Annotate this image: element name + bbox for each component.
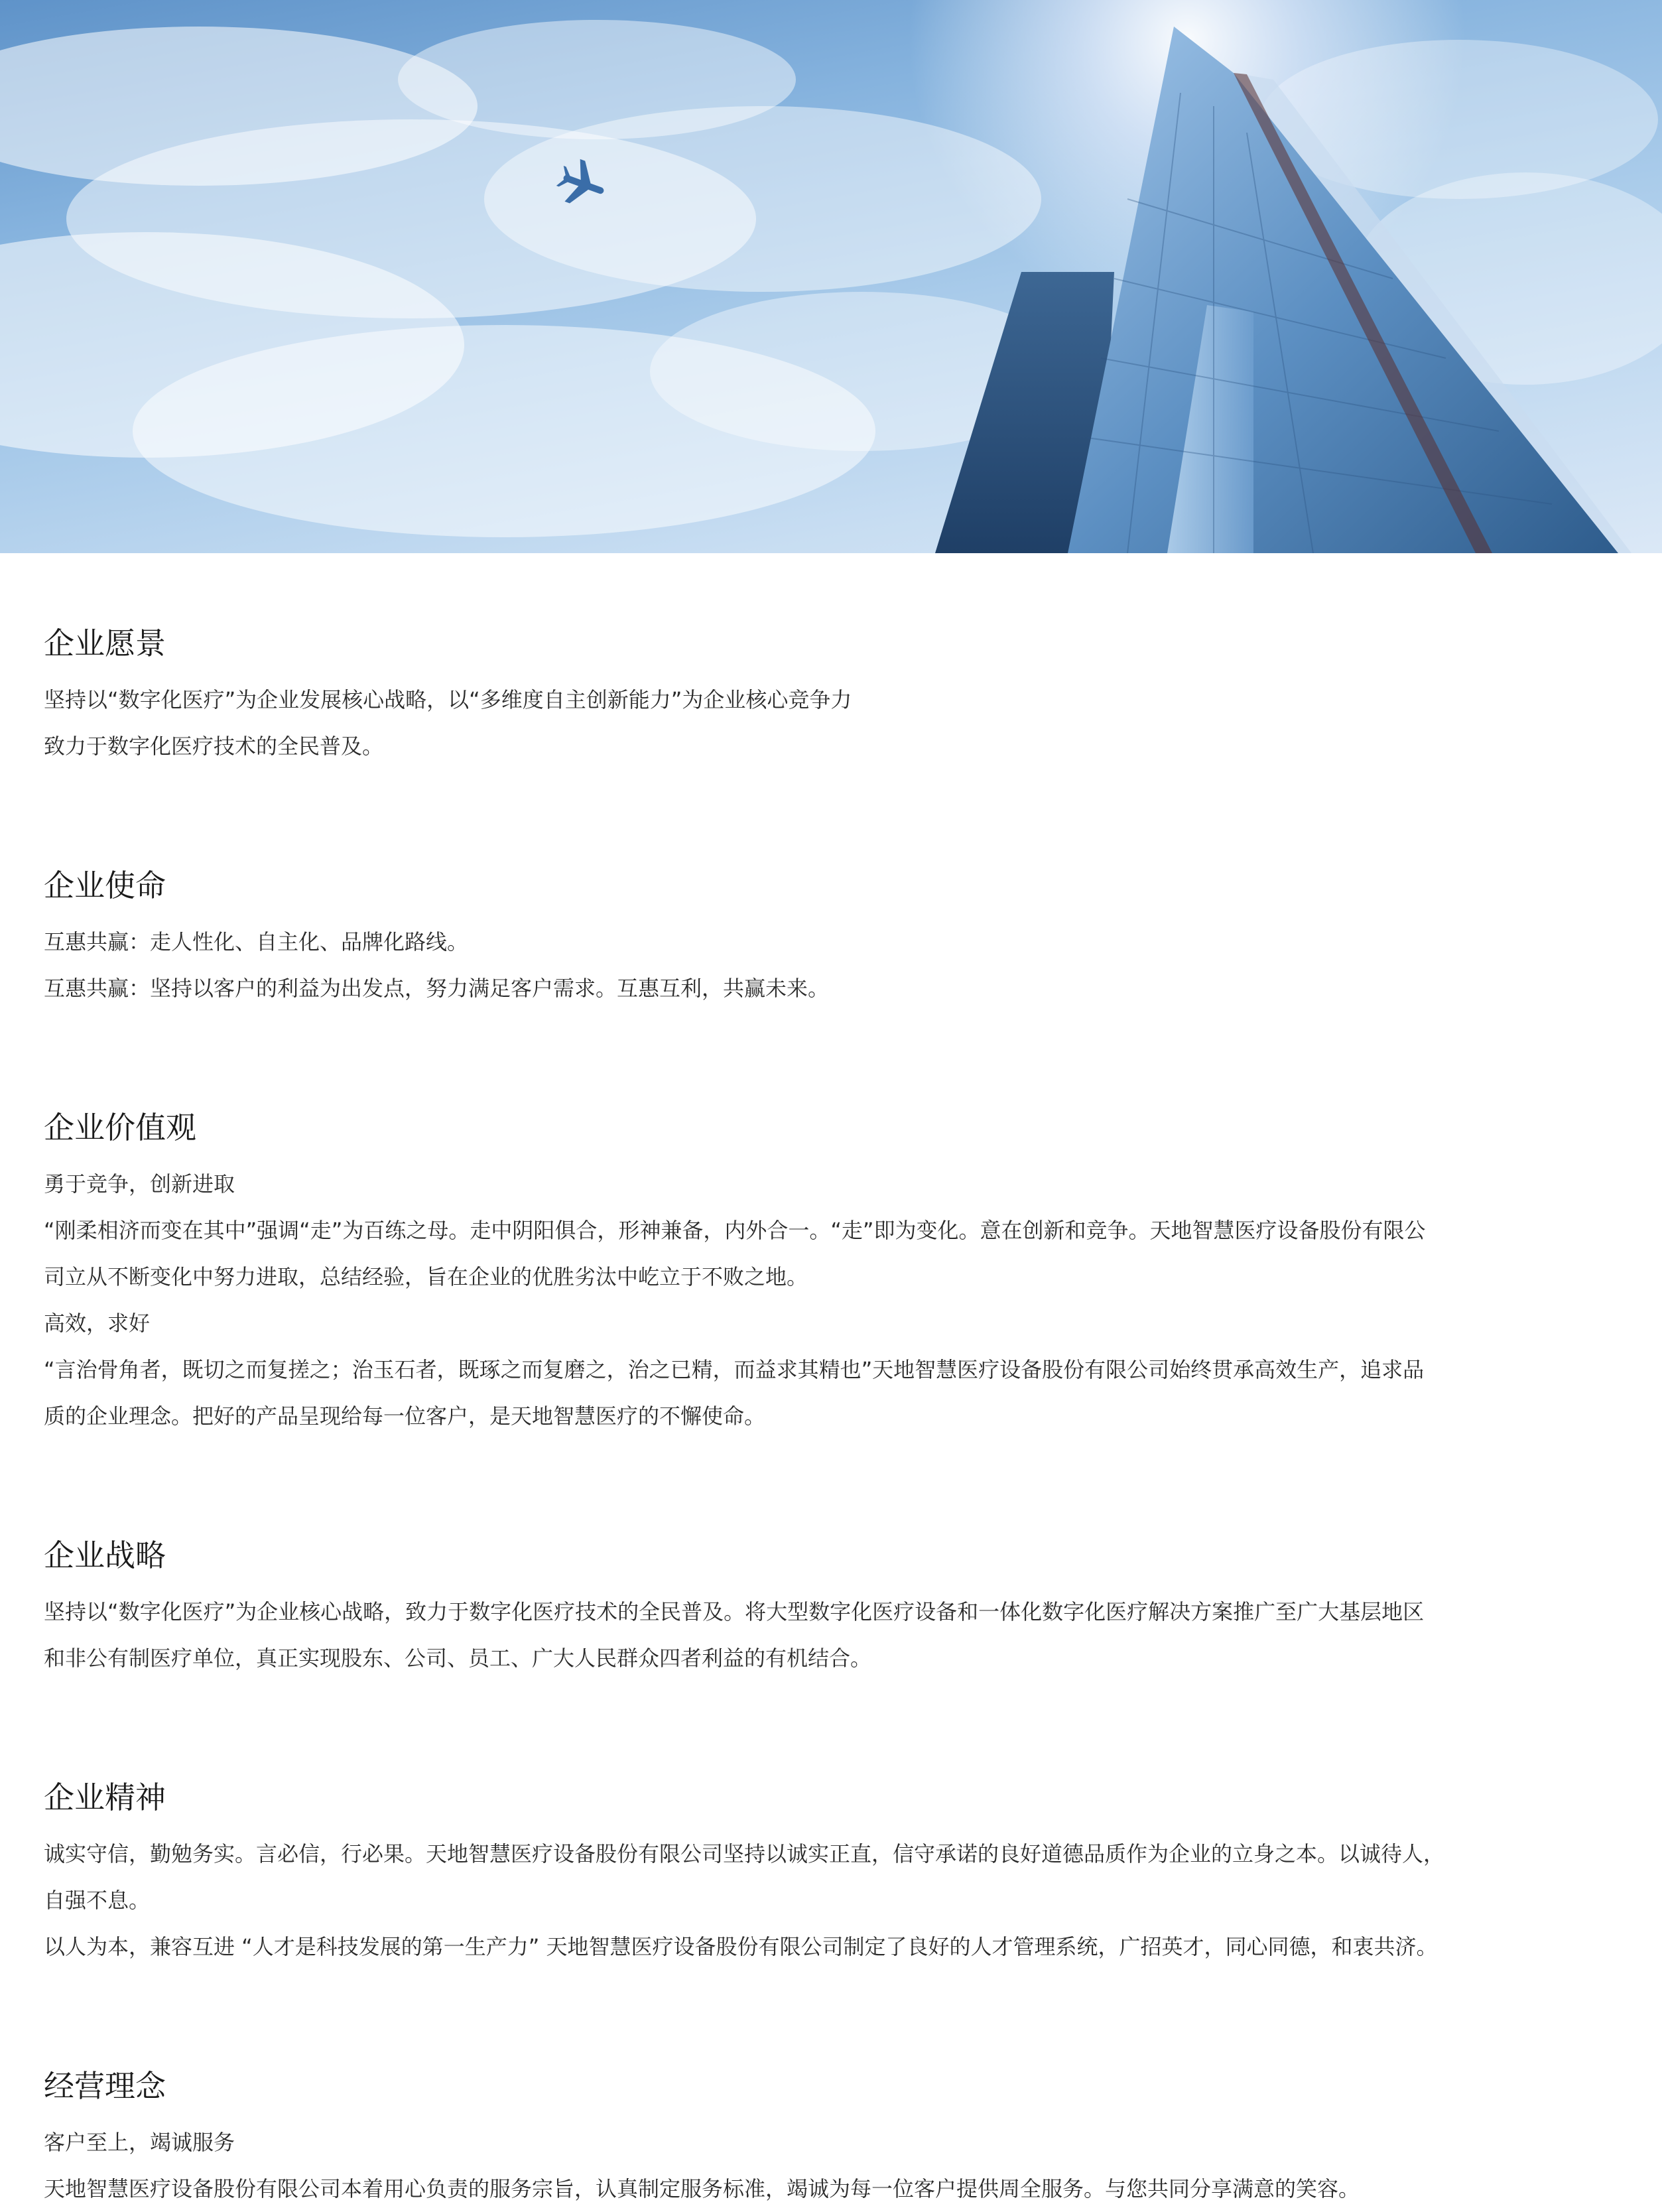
section-text: 自强不息。 bbox=[44, 1888, 151, 1913]
section-title: 企业战略 bbox=[44, 1537, 166, 1573]
section-text: 坚持以“数字化医疗”为企业发展核心战略，以“多维度自主创新能力”为企业核心竞争力 bbox=[44, 687, 852, 712]
section-title: 经营理念 bbox=[44, 2068, 166, 2104]
section-text: 勇于竞争，创新进取 bbox=[44, 1171, 235, 1197]
section-vision bbox=[44, 610, 1622, 769]
section-text: 司立从不断变化中努力进取，总结经验，旨在企业的优胜劣汰中屹立于不败之地。 bbox=[44, 1264, 808, 1289]
section-values bbox=[44, 1094, 1622, 1439]
section-text: 高效，求好 bbox=[44, 1311, 151, 1336]
section-title: 企业使命 bbox=[44, 868, 166, 903]
section-text: “刚柔相济而变在其中”强调“走”为百练之母。走中阴阳俱合，形神兼备，内外合一。“走”即为变化。意在创新和竞争。天地智慧医疗设备股份有限公 bbox=[44, 1218, 1426, 1243]
section-text: 以人为本，兼容互进 “人才是科技发展的第一生产力” 天地智慧医疗设备股份有限公司制定了良好的人才管理系统，广招英才，同心同德，和衷共济。 bbox=[44, 1934, 1438, 1959]
section-title: 企业价值观 bbox=[44, 1110, 196, 1145]
section-text: 客户至上，竭诚服务 bbox=[44, 2130, 235, 2155]
spacer bbox=[44, 1011, 1622, 1094]
spacer bbox=[44, 769, 1622, 852]
section-title: 企业精神 bbox=[44, 1780, 166, 1815]
section-text: 互惠共赢：走人性化、自主化、品牌化路线。 bbox=[44, 929, 469, 954]
section-text: 诚实守信，勤勉务实。言必信，行必果。天地智慧医疗设备股份有限公司坚持以诚实正直，信守承诺的良好道德品质作为企业的立身之本。以诚待人， bbox=[44, 1841, 1445, 1866]
section-strategy bbox=[44, 1522, 1622, 1681]
section-text: 质的企业理念。把好的产品呈现给每一位客户，是天地智慧医疗的不懈使命。 bbox=[44, 1403, 766, 1429]
section-text: 天地智慧医疗设备股份有限公司本着用心负责的服务宗旨，认真制定服务标准，竭诚为每一位客户提供周全服务。与您共同分享满意的笑容。 bbox=[44, 2176, 1360, 2201]
sky-building-image bbox=[0, 0, 1662, 553]
section-mission bbox=[44, 852, 1622, 1011]
spacer bbox=[44, 1439, 1622, 1522]
section-text: 和非公有制医疗单位，真正实现股东、公司、员工、广大人民群众四者利益的有机结合。 bbox=[44, 1646, 872, 1671]
section-text: 互惠共赢：坚持以客户的利益为出发点，努力满足客户需求。互惠互利，共赢未来。 bbox=[44, 976, 830, 1001]
section-text: 坚持以“数字化医疗”为企业核心战略，致力于数字化医疗技术的全民普及。将大型数字化医疗设备和一体化数字化医疗解决方案推广至广大基层地区 bbox=[44, 1599, 1425, 1624]
spacer bbox=[44, 1681, 1622, 1764]
hero-banner bbox=[0, 0, 1662, 553]
section-spirit bbox=[44, 1764, 1622, 1970]
section-text: “言治骨角者，既切之而复搓之；治玉石者，既琢之而复磨之，治之已精，而益求其精也”天地智慧医疗设备股份有限公司始终贯承高效生产，追求品 bbox=[44, 1357, 1425, 1382]
section-title: 企业愿景 bbox=[44, 625, 166, 661]
section-philosophy bbox=[44, 2053, 1622, 2212]
section-text: 致力于数字化医疗技术的全民普及。 bbox=[44, 734, 384, 759]
spacer bbox=[44, 1970, 1622, 2053]
main-content bbox=[44, 610, 1622, 2212]
